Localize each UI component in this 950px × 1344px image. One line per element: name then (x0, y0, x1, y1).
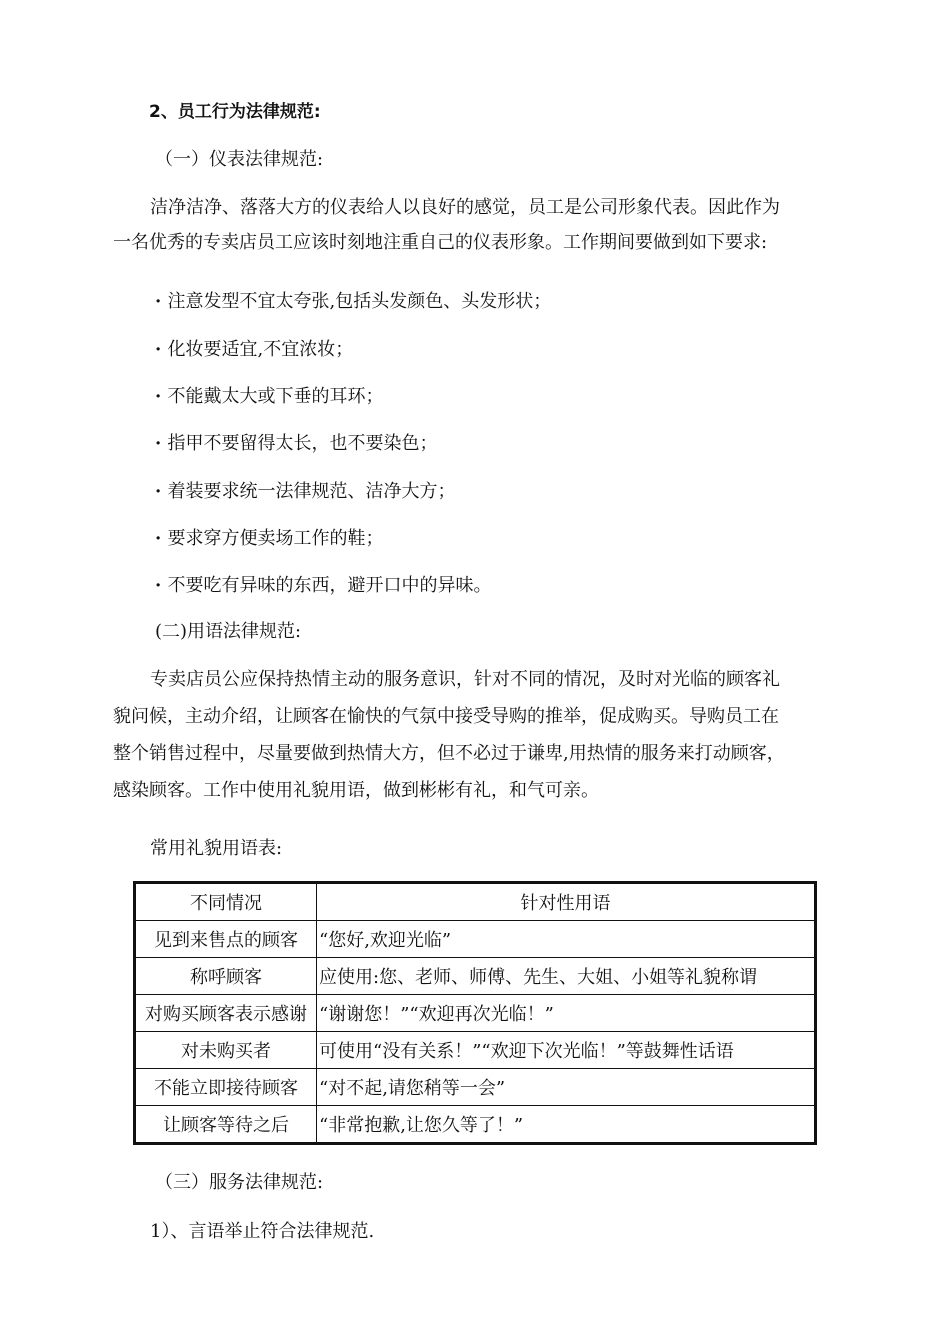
table-cell-phrase: “您好,欢迎光临” (317, 921, 816, 958)
subsection-title-service: （三）服务法律规范: (155, 1172, 324, 1193)
bullet-item: · 不要吃有异味的东西，避开口中的异味。 (155, 574, 492, 598)
table-cell-phrase: 应使用:您、老师、师傅、先生、大姐、小姐等礼貌称谓 (317, 958, 816, 995)
numbered-item: 1）、言语举止符合法律规范. (150, 1221, 375, 1242)
table-cell-phrase: “非常抱歉,让您久等了！” (317, 1106, 816, 1144)
paragraph-line: 洁净洁净、落落大方的仪表给人以良好的感觉，员工是公司形象代表。因此作为 (150, 197, 780, 218)
polite-phrases-table (133, 881, 817, 1145)
bullet-item: · 要求穿方便卖场工作的鞋； (155, 527, 384, 551)
table-row (135, 921, 816, 958)
table-cell-situation: 见到来售点的顾客 (135, 921, 317, 958)
table-caption: 常用礼貌用语表: (150, 838, 283, 859)
table-row (135, 1032, 816, 1069)
subsection-title-appearance: （一）仪表法律规范: (155, 149, 324, 170)
paragraph-line: 貌问候，主动介绍，让顾客在愉快的气氛中接受导购的推举，促成购买。导购员工在 (113, 706, 779, 727)
bullet-item: · 不能戴太大或下垂的耳环； (155, 385, 384, 409)
table-row (135, 1069, 816, 1106)
bullet-item: · 指甲不要留得太长，也不要染色； (155, 432, 438, 456)
table-row (135, 958, 816, 995)
paragraph-line: 一名优秀的专卖店员工应该时刻地注重自己的仪表形象。工作期间要做到如下要求: (113, 232, 768, 253)
table-cell-situation: 对购买顾客表示感谢 (135, 995, 317, 1032)
paragraph-line: 感染顾客。工作中使用礼貌用语，做到彬彬有礼，和气可亲。 (113, 780, 599, 801)
column-header-situation: 不同情况 (135, 883, 317, 921)
bullet-item: · 着装要求统一法律规范、洁净大方； (155, 480, 456, 504)
table-cell-phrase: “谢谢您！”“欢迎再次光临！” (317, 995, 816, 1032)
table-row (135, 1106, 816, 1144)
table-row (135, 995, 816, 1032)
column-header-phrase: 针对性用语 (317, 883, 816, 921)
table-cell-phrase: 可使用“没有关系！”“欢迎下次光临！”等鼓舞性话语 (317, 1032, 816, 1069)
table-cell-situation: 称呼顾客 (135, 958, 317, 995)
bullet-item: · 化妆要适宜,不宜浓妆； (155, 338, 353, 362)
table-cell-situation: 让顾客等待之后 (135, 1106, 317, 1144)
table-cell-situation: 对未购买者 (135, 1032, 317, 1069)
table-cell-situation: 不能立即接待顾客 (135, 1069, 317, 1106)
table-header-row (135, 883, 816, 921)
bullet-item: · 注意发型不宜太夸张,包括头发颜色、头发形状； (155, 290, 551, 314)
subsection-title-language: (二)用语法律规范: (155, 621, 302, 642)
table-cell-phrase: “对不起,请您稍等一会” (317, 1069, 816, 1106)
paragraph-line: 专卖店员公应保持热情主动的服务意识，针对不同的情况，及时对光临的顾客礼 (150, 669, 780, 690)
paragraph-line: 整个销售过程中，尽量要做到热情大方，但不必过于谦卑,用热情的服务来打动顾客， (113, 743, 785, 764)
section-title: 2、员工行为法律规范: (149, 102, 321, 122)
